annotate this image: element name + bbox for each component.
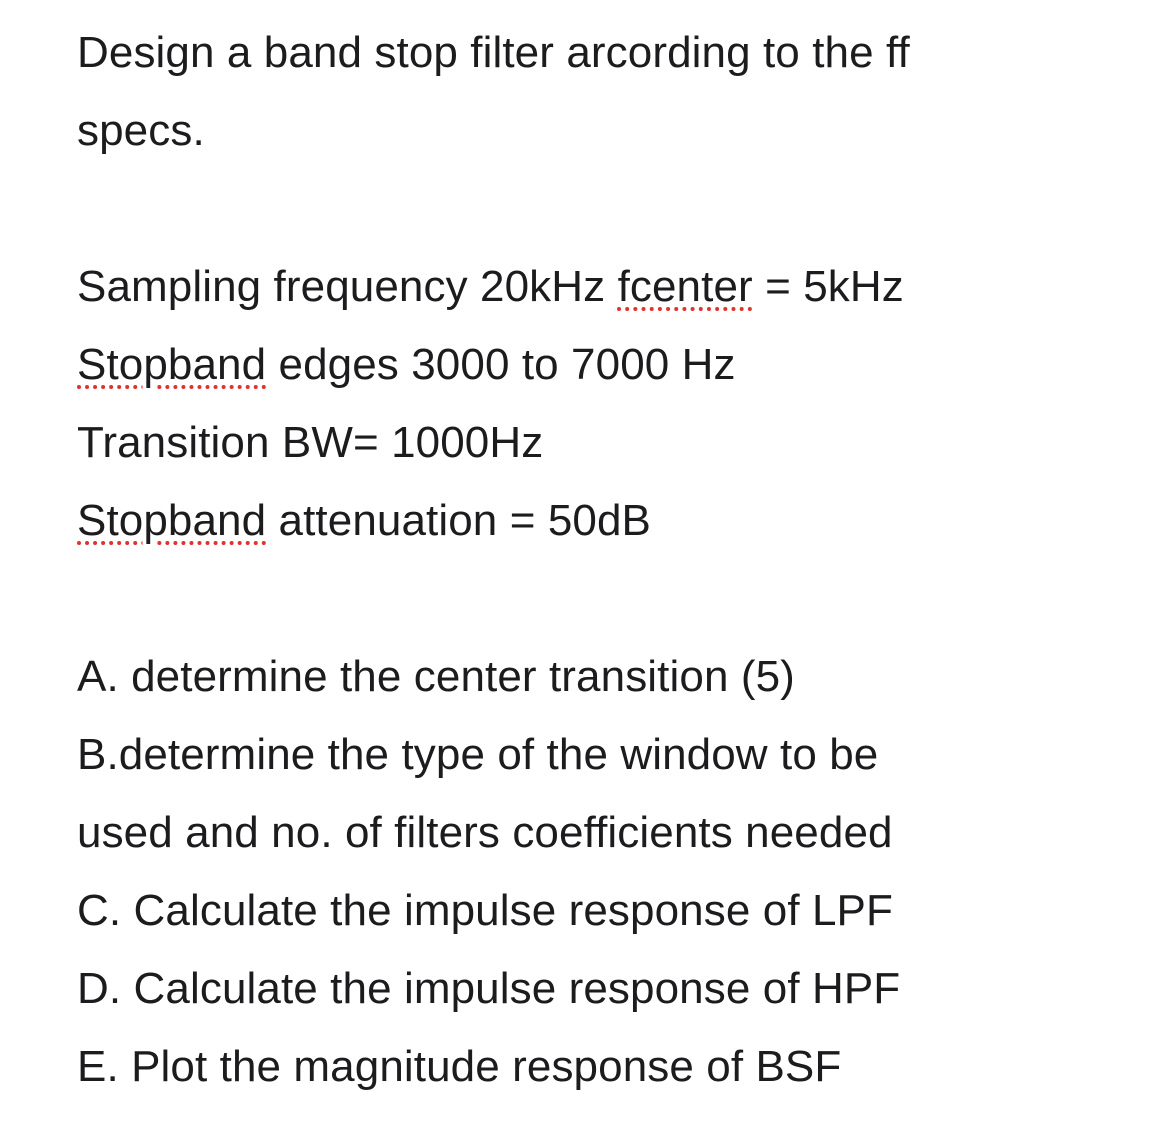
spec-stopband-edges-line: [77, 338, 736, 392]
question-d-text: D. Calculate the impulse response of HPF: [77, 964, 901, 1013]
question-a: [77, 650, 795, 704]
misspelled-word-stopband[interactable]: Stopband: [77, 340, 267, 389]
question-c: [77, 884, 893, 938]
question-b-text-2: used and no. of filters coefficients needed: [77, 808, 893, 857]
question-c-text: C. Calculate the impulse response of LPF: [77, 886, 893, 935]
question-b-line-2: [77, 806, 893, 860]
attenuation-text: attenuation = 50dB: [266, 496, 651, 545]
intro-line-1: [77, 26, 910, 80]
misspelled-word-stopband[interactable]: Stopband: [77, 496, 267, 545]
intro-text-2: specs.: [77, 106, 205, 155]
intro-line-2: [77, 104, 205, 158]
intro-text-1: Design a band stop filter arcording to the ff: [77, 28, 910, 77]
stopband-edges-text: edges 3000 to 7000 Hz: [266, 340, 736, 389]
misspelled-word-fcenter[interactable]: fcenter: [617, 262, 753, 311]
question-a-text: A. determine the center transition (5): [77, 652, 795, 701]
question-d: [77, 962, 900, 1016]
question-e: [77, 1040, 841, 1094]
question-b-line-1: [77, 728, 878, 782]
sampling-text: Sampling frequency 20kHz: [77, 262, 618, 311]
spec-sampling-line: [77, 260, 904, 314]
question-e-text: E. Plot the magnitude response of BSF: [77, 1042, 842, 1091]
spec-transition-line: [77, 416, 543, 470]
spec-attenuation-line: [77, 494, 651, 548]
question-b-text-1: B.determine the type of the window to be: [77, 730, 879, 779]
transition-bw-text: Transition BW= 1000Hz: [77, 418, 544, 467]
fcenter-value: = 5kHz: [752, 262, 904, 311]
